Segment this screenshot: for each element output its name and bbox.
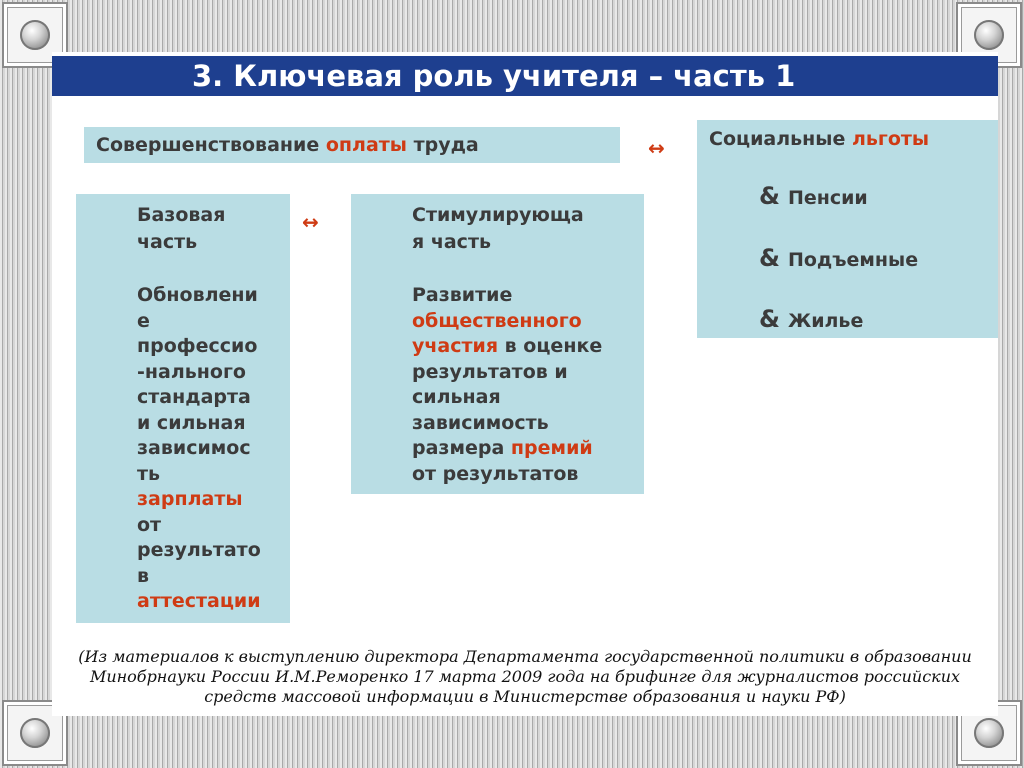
double-arrow-icon: ↔ bbox=[302, 210, 319, 234]
stimulating-part-box bbox=[351, 194, 644, 494]
title-bar bbox=[52, 56, 998, 96]
credit-line: средств массовой информации в Министерстве образования и науки РФ) bbox=[204, 687, 846, 706]
rivet-icon bbox=[20, 20, 50, 50]
base-body-line: зависимос bbox=[137, 437, 251, 459]
stim-body-part: в оценке bbox=[498, 335, 603, 357]
stim-title-line: я часть bbox=[412, 231, 491, 253]
rivet-icon bbox=[974, 20, 1004, 50]
base-body-line: от bbox=[137, 513, 162, 536]
stim-body-line: результатов и bbox=[412, 360, 568, 383]
stim-body-line: зависимость bbox=[412, 411, 549, 434]
pay-improvement-text bbox=[96, 127, 479, 163]
bullet-icon: & bbox=[759, 182, 780, 210]
base-title-line: Базовая bbox=[137, 204, 226, 226]
pay-text-part: Совершенствование bbox=[96, 134, 326, 156]
social-benefit-label: Подъемные bbox=[787, 249, 919, 271]
base-body-line: -нального bbox=[137, 360, 246, 383]
pay-text-highlight: оплаты bbox=[325, 134, 407, 156]
social-title-part: Социальные bbox=[709, 128, 852, 150]
slide bbox=[52, 52, 998, 716]
rivet-icon bbox=[974, 718, 1004, 748]
base-title-line: часть bbox=[137, 231, 198, 253]
base-body-line: ть bbox=[137, 462, 161, 485]
credit-line: Минобрнауки России И.М.Реморенко 17 марта 2009 года на брифинге для журналистов российских bbox=[89, 667, 961, 686]
base-body-line: и сильная bbox=[137, 411, 246, 434]
base-body-line: е bbox=[137, 309, 150, 332]
social-benefit-label: Жилье bbox=[787, 310, 864, 332]
stim-body-highlight: участия bbox=[412, 335, 499, 357]
bullet-icon: & bbox=[759, 305, 780, 333]
stim-body-line: сильная bbox=[412, 386, 501, 408]
base-body-line: стандарта bbox=[137, 386, 251, 408]
stimulating-part-body bbox=[412, 283, 602, 487]
base-part-title bbox=[137, 202, 225, 256]
stim-body-line: от результатов bbox=[412, 462, 579, 485]
social-benefit-label: Пенсии bbox=[787, 187, 868, 209]
bullet-icon: & bbox=[759, 244, 780, 272]
base-body-highlight: аттестации bbox=[137, 590, 261, 612]
base-body-line: в bbox=[137, 564, 150, 587]
base-body-line: результато bbox=[137, 539, 261, 561]
source-credit bbox=[52, 647, 998, 707]
social-title-highlight: льготы bbox=[851, 128, 930, 150]
social-benefits-title bbox=[709, 128, 929, 150]
stim-body-line bbox=[412, 436, 602, 462]
social-benefit-item bbox=[759, 305, 863, 333]
stimulating-part-title bbox=[412, 202, 584, 256]
base-part-box bbox=[76, 194, 290, 623]
stim-body-part: размера bbox=[412, 437, 511, 459]
credit-line: (Из материалов к выступлению директора Департамента государственной политики в образовании bbox=[78, 647, 972, 666]
stim-body-highlight: общественного bbox=[412, 309, 582, 332]
base-body-line: Обновлени bbox=[137, 284, 258, 306]
base-body-line: профессио bbox=[137, 335, 258, 357]
social-benefit-item bbox=[759, 182, 868, 210]
stim-body-highlight: премий bbox=[510, 437, 593, 459]
rivet-icon bbox=[20, 718, 50, 748]
social-benefits-box bbox=[697, 120, 998, 338]
stim-title-line: Стимулирующа bbox=[412, 204, 584, 226]
base-part-body bbox=[137, 283, 261, 615]
base-body-highlight: зарплаты bbox=[137, 488, 243, 510]
stim-body-line: Развитие bbox=[412, 284, 513, 306]
pay-improvement-box bbox=[84, 127, 620, 163]
slide-title: 3. Ключевая роль учителя – часть 1 bbox=[192, 59, 796, 93]
social-benefit-item bbox=[759, 244, 918, 272]
double-arrow-icon: ↔ bbox=[648, 136, 665, 160]
pay-text-part: труда bbox=[406, 134, 479, 156]
stim-body-line bbox=[412, 334, 602, 360]
